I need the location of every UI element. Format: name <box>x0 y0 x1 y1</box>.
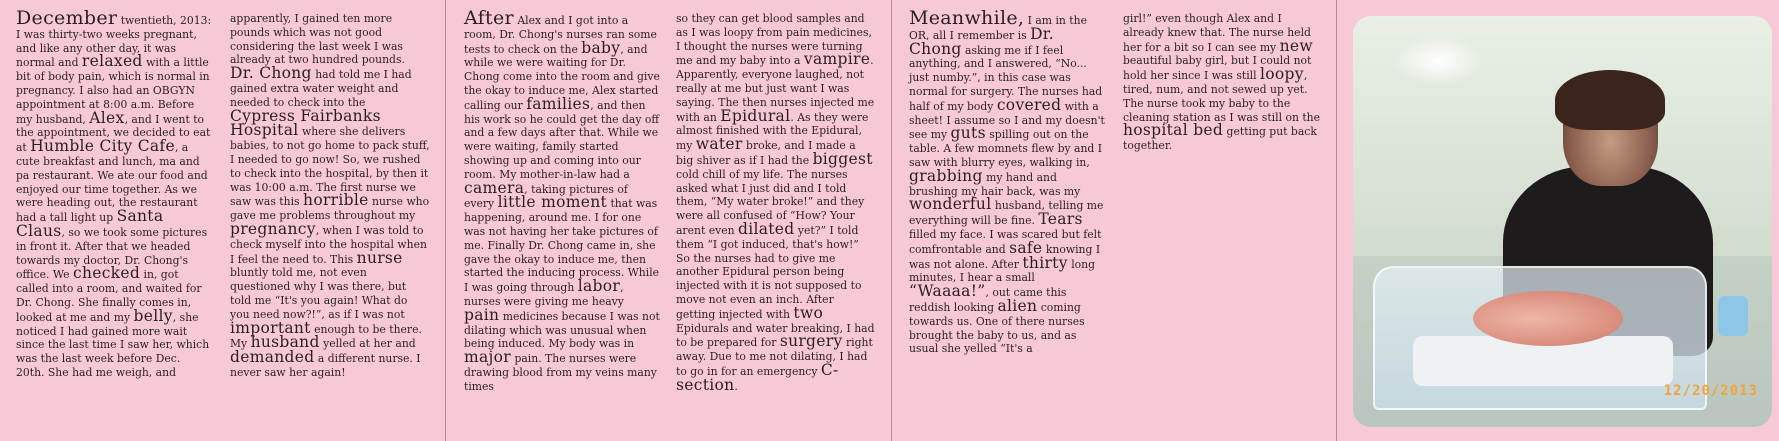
emphasis-word: alien <box>997 296 1038 315</box>
body-text: medicines because I was not dilating which was unusual when being induced. My body was in <box>464 309 660 351</box>
emphasis-word: relaxed <box>81 52 143 71</box>
emphasis-word: Meanwhile, <box>909 7 1025 29</box>
body-text: spilling out on the table. A few momnets flew by and I saw with blurry eyes, walking in, <box>909 128 1103 169</box>
body-text: knowing I was not alone. After <box>909 242 1101 271</box>
body-text: enough to be there. My <box>230 322 422 351</box>
body-text: , so we took some pictures in front it. After that we headed towards my doctor, Dr. Chong's office. We <box>16 225 208 282</box>
emphasis-word: baby <box>581 38 621 57</box>
body-text: with a sheet! I assume so I and my doesn't see my <box>909 99 1105 142</box>
emphasis-word: biggest <box>812 149 873 168</box>
emphasis-word: little moment <box>497 193 608 212</box>
page-1 <box>0 0 446 441</box>
body-text: filled my face. I was scared but felt comfrontable and <box>909 227 1102 256</box>
body-text: Alex and I got into a room, Dr. Chong's nurses ran some tests to check on the <box>464 14 657 56</box>
body-text: that was happening, around me. I for one was not having her take pictures of me. Finally Dr. Chong came in, she gave the okay to induce me, then started the inducing process. While I was going through <box>464 197 660 295</box>
body-text: , and I went to the appointment, we decided to eat at <box>16 112 211 155</box>
emphasis-word: husband <box>250 333 320 352</box>
body-text: , tired, num, and not sewed up yet. The nurse took my baby to the cleaning station as I was still on the <box>1123 69 1321 124</box>
emphasis-word: Alex <box>89 108 125 127</box>
page-3-column-2 <box>1123 12 1323 153</box>
page-3-column-1 <box>909 7 1107 356</box>
emphasis-word: hospital bed <box>1123 121 1224 140</box>
emphasis-word: Dr. Chong <box>909 24 1055 58</box>
emphasis-word: guts <box>950 124 986 143</box>
emphasis-word: dilated <box>737 219 795 238</box>
body-text: had told me I had gained extra water weight and needed to check into the <box>230 68 412 109</box>
body-text: , she noticed I had gained more wait since the last time I saw her, which was the last week before Dec. 20th. She had me weigh, and <box>16 310 210 379</box>
emphasis-word: surgery <box>779 332 843 351</box>
body-text: broke, and I made a big shiver as if I had the <box>676 139 856 167</box>
body-text: so they can get blood samples and as I was loopy from pain medicines, I thought the nurses were turning me and my baby into a <box>676 12 872 68</box>
body-text: girl!” even though Alex and I already knew that. The nurse held her for a bit so I can see my <box>1123 12 1311 54</box>
emphasis-word: Epidural <box>720 106 791 125</box>
body-text: a different nurse. I never saw her again! <box>230 352 421 379</box>
page-3 <box>891 0 1337 441</box>
body-text: apparently, I gained ten more pounds which was not good considering the last week I was already at two hundred pounds. <box>230 12 405 67</box>
emphasis-word: “Waaaa!” <box>909 282 986 301</box>
page-2-column-1 <box>464 7 660 394</box>
body-text: . <box>734 379 738 393</box>
emphasis-word: wonderful <box>909 195 992 214</box>
body-text: , a cute breakfast and lunch, ma and pa restaurant. We ate our food and enjoyed our time together. As we were heading out, the restaurant had a tall light up <box>16 141 208 225</box>
body-text: , nurses were giving me heavy <box>464 281 624 308</box>
photo-father-hair <box>1555 70 1665 130</box>
body-text: long minutes, I hear a small <box>909 257 1096 285</box>
emphasis-word: C-section <box>676 360 839 394</box>
body-text: yelled at her and <box>319 337 416 351</box>
body-text: , out came this reddish looking <box>909 286 1067 314</box>
page-2-column-2 <box>676 12 876 394</box>
body-text: . As they were almost finished with the Epidural, my <box>676 110 869 153</box>
emphasis-word: Tears <box>1038 210 1083 229</box>
emphasis-word: horrible <box>303 191 369 210</box>
body-text: getting put back together. <box>1123 125 1317 153</box>
emphasis-word: grabbing <box>909 166 983 185</box>
emphasis-word: checked <box>72 264 141 283</box>
emphasis-word: Humble City Cafe <box>30 137 175 156</box>
emphasis-word: December <box>16 7 118 29</box>
body-text: beautiful baby girl, but I could not hold her since I was still <box>1123 54 1312 83</box>
emphasis-word: After <box>464 7 514 29</box>
body-text: , taking pictures of every <box>464 182 628 211</box>
page-1-column-2 <box>230 12 430 380</box>
body-text: , and then his work so he could get the day off and a few days after that. While we were waiting, family started showing up and coming into our room. My mother-in-law had a <box>464 98 660 181</box>
photo-bottle <box>1718 296 1748 336</box>
body-text: . Apparently, everyone laughed, not really at me but just want I was saying. The then nurses injected me with an <box>676 54 875 124</box>
photo-date-stamp: 12/20/2013 <box>1663 383 1758 399</box>
emphasis-word: Dr. Chong <box>230 64 312 83</box>
body-text: right away. Due to me not dilating, I had to go in for an emergency <box>676 336 873 378</box>
emphasis-word: Cypress Fairbanks Hospital <box>230 106 381 140</box>
emphasis-word: important <box>230 318 311 337</box>
emphasis-word: Santa Claus <box>16 207 164 240</box>
emphasis-word: vampire <box>803 50 871 69</box>
body-text: Epidurals and water breaking, I had to be prepared for <box>676 321 875 350</box>
body-text: where she delivers babies, to not go home to pack stuff, I needed to go now! So, we rushed to check into the hospital, by then it was 10:00 a.m. The first nurse we saw was this <box>230 125 430 209</box>
body-text: bluntly told me, not even questioned why I was there, but told me “It's you again! What do you need now?!”, as if I was not <box>230 266 408 321</box>
page-1-column-1 <box>16 7 212 380</box>
emphasis-word: new <box>1279 36 1313 55</box>
body-text: yet?” I told them “I got induced, that's how!” So the nurses had to give me another Epidural person being injected with it is not supposed to move not even an inch. After getting injected with <box>676 223 862 321</box>
emphasis-word: nurse <box>356 248 403 267</box>
emphasis-word: belly <box>133 306 173 325</box>
emphasis-word: safe <box>1009 238 1043 257</box>
body-text: in, got called into a room, and waited for Dr. Chong. She finally comes in, looked at me and my <box>16 268 202 324</box>
body-text: cold chill of my life. The nurses asked what I just did and I told them, “My water broke!” and they were all confused of “How? Your arent even <box>676 167 865 237</box>
emphasis-word: loopy <box>1260 65 1304 84</box>
body-text: , and while we were waiting for Dr. Chong come into the room and give the okay to induce me, Alex started calling our <box>464 42 660 112</box>
body-text: pain. The nurses were drawing blood from my veins many times <box>464 352 657 393</box>
newborn-photo <box>1353 16 1772 427</box>
emphasis-word: pregnancy <box>230 219 316 238</box>
emphasis-word: labor <box>577 277 621 296</box>
body-text: , when I was told to check myself into the hospital when I feel the need to. This <box>230 223 427 266</box>
body-text: my hand and brushing my hair back, was my <box>909 170 1081 198</box>
emphasis-word: pain <box>464 305 500 324</box>
body-text: asking me if I feel anything, and I answered, “No... just numby.”, in this case was normal for surgery. The nurses had half of my body <box>909 43 1103 113</box>
emphasis-word: water <box>695 135 743 154</box>
emphasis-word: camera <box>464 178 525 197</box>
page-2 <box>446 0 892 441</box>
body-text: nurse who gave me problems throughout my <box>230 195 430 223</box>
emphasis-word: two <box>793 303 824 322</box>
emphasis-word: major <box>464 348 511 367</box>
body-text: with a little bit of body pain, which is normal in pregnancy. I also had an OBGYN appointment at 8:00 a.m. Before my husband, <box>16 56 210 126</box>
body-text: husband, telling me everything will be fine. <box>909 199 1104 228</box>
body-text: I am in the OR, all I remember is <box>909 14 1087 42</box>
emphasis-word: covered <box>996 95 1062 114</box>
photo-baby <box>1473 291 1623 346</box>
emphasis-word: demanded <box>230 348 315 367</box>
emphasis-word: thirty <box>1022 253 1068 272</box>
body-text: coming towards us. One of there nurses brought the baby to us, and as usual she yelled “It's a <box>909 300 1085 356</box>
body-text: twentieth, 2013: I was thirty-two weeks pregnant, and like any other day, it was normal and <box>16 14 212 70</box>
emphasis-word: families <box>526 94 591 113</box>
photo-light <box>1393 36 1483 86</box>
